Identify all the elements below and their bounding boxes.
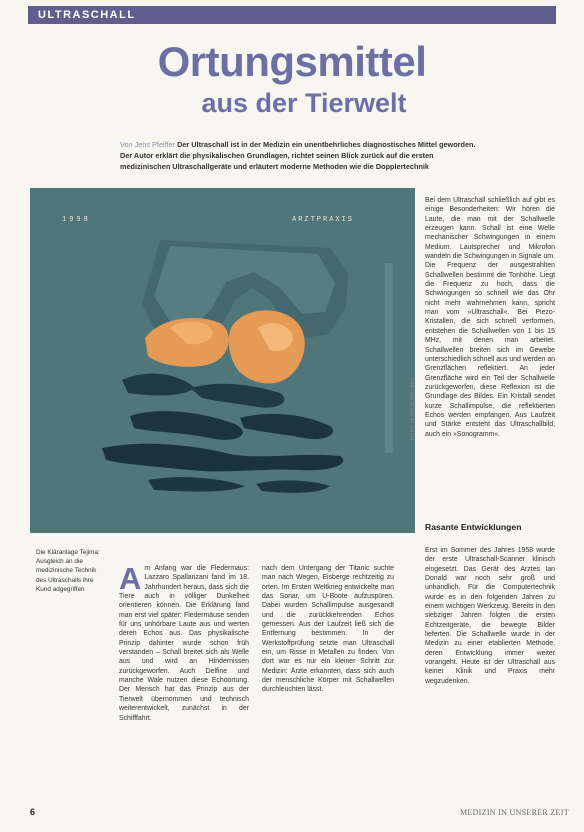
lead-paragraph (120, 139, 480, 172)
image-label-right: ARZTPRAXIS (292, 216, 355, 224)
page-number: 6 (30, 807, 36, 817)
column-right-top: Bei dem Ultraschall schließlich auf gibt es einige Besonderheiten: Wir hören die Laute, die man mit der Schallwelle erzeugen kann. Schall ist eine Welle mechanischer Schwingungen in einem Medium. Lautsprecher und Mikrofon wandeln die Schwingungen in Signale um. Die Frequenz der ausgestrahlten Schallwellen bestimmt die Tonhöhe. Liegt die Frequenz zu hoch, dass die Schwingungen so schnell wie das Ohr nicht mehr wahrnehmen kann, spricht man vom »Ultraschall«. Bei Piezo-Kristallen, die sich schnell verformen, entstehen die Schallwellen von 1 bis 15 MHz, mit denen man arbeitet. Schallwellen breiten sich im Gewebe unterschiedlich schnell aus und werden an Grenzflächen reflektiert. An jeder Grenzfläche wird ein Teil der Schallwelle zurückgeworfen, diese Reflexion ist die Grundlage des Bildes. Ein Kristall sendet kurze Schallimpulse, die reflektierten Echos werden empfangen. Aus Laufzeit und Stärke entsteht das Ultraschallbild, auch ein »Sonogramm«. (425, 197, 555, 438)
section-subhead: Rasante Entwicklungen (425, 522, 522, 532)
column-bottom-left-text: m Anfang war die Fledermaus: Lazzaro Spallanzani fand im 18. Jahrhundert heraus, dass sich die Tiere auch in völliger Dunkelheit orientieren können. Die Erklärung fand man erst viel später: Fledermäuse senden für uns unhörbare Laute aus und werten deren Echos aus. Das physikalische Prinzip dahinter wurde schon früh verstanden – Schall breitet sich als Welle aus und wird an Hindernissen zurückgeworfen. Auch Delfine und manche Wale nutzen diese Echoortung. Der Mensch hat das Prinzip aus der Tierwelt übernommen und technisch weiterentwickelt, zunächst in der Schifffahrt. (119, 565, 249, 722)
drop-cap: A (119, 561, 142, 596)
photo-credit: FOTO: ULTRASCHALLBILD (410, 376, 416, 440)
column-right-bottom: Erst im Sommer des Jahres 1958 wurde der erste Ultraschall-Scanner klinisch eingesetzt. Das Gerät des Arztes Ian Donald war noch sehr groß und unhandlich. Für die Computertechnik wurde es in den folgenden Jahren zu einem wichtigen Werkzeug. Bereits in den siebziger Jahren folgten die ersten Echtzeitgeräte, die bewegte Bilder lieferten. Die Schallwelle wurde in der Medizin zu einer etablierten Methode, deren Entwicklung immer weiter vorangeht. Heute ist der Ultraschall aus keiner Klinik und Praxis mehr wegzudenken. (425, 547, 555, 685)
column-bottom-left (119, 561, 249, 723)
section-bar (28, 6, 556, 24)
grayscale-bar (385, 263, 393, 453)
subheadline: aus der Tierwelt (201, 88, 407, 118)
section-label: ULTRASCHALL (38, 9, 136, 21)
ultrasound-graphic (30, 188, 415, 533)
column-bottom-middle: nach dem Untergang der Titanic suchte man nach Wegen, Eisberge rechtzeitig zu orten. Im Ersten Weltkrieg entwickelte man das Sonar, um U-Boote aufzuspüren. Dabei wurden Schallimpulse ausgesandt und die zurückkehrenden Echos gemessen. Aus der Laufzeit ließ sich die Entfernung bestimmen. In der Werkstoffprüfung setzte man Ultraschall ein, um Risse in Metallen zu finden. Von dort war es nur ein kleiner Schritt zur Medizin: Ärzte erkannten, dass sich auch der menschliche Körper mit Schallwellen durchleuchten lässt. (262, 565, 394, 694)
lead-text: Der Ultraschall ist in der Medizin ein unentbehrliches diagnostisches Mittel geworden. Der Autor erklärt die physikalischen Grundlagen, richtet seinen Blick zurück auf die ersten medizinischen Ultraschallgeräte und erläutert moderne Methoden wie die Dopplertechnik (120, 140, 476, 171)
image-label-left: 1998 (62, 216, 91, 224)
figure-caption: Die Kläranlage Tejima: Ausgleich an die medizinische Technik des Ultraschalls ihre Kund adgegriffen (36, 549, 100, 593)
footer-brand: MEDIZIN IN UNSERER ZEIT (460, 808, 569, 817)
headline: Ortungsmittel (157, 38, 427, 85)
author-byline: Von Jens Pfeiffer (120, 140, 176, 149)
ultrasound-image (30, 188, 415, 533)
